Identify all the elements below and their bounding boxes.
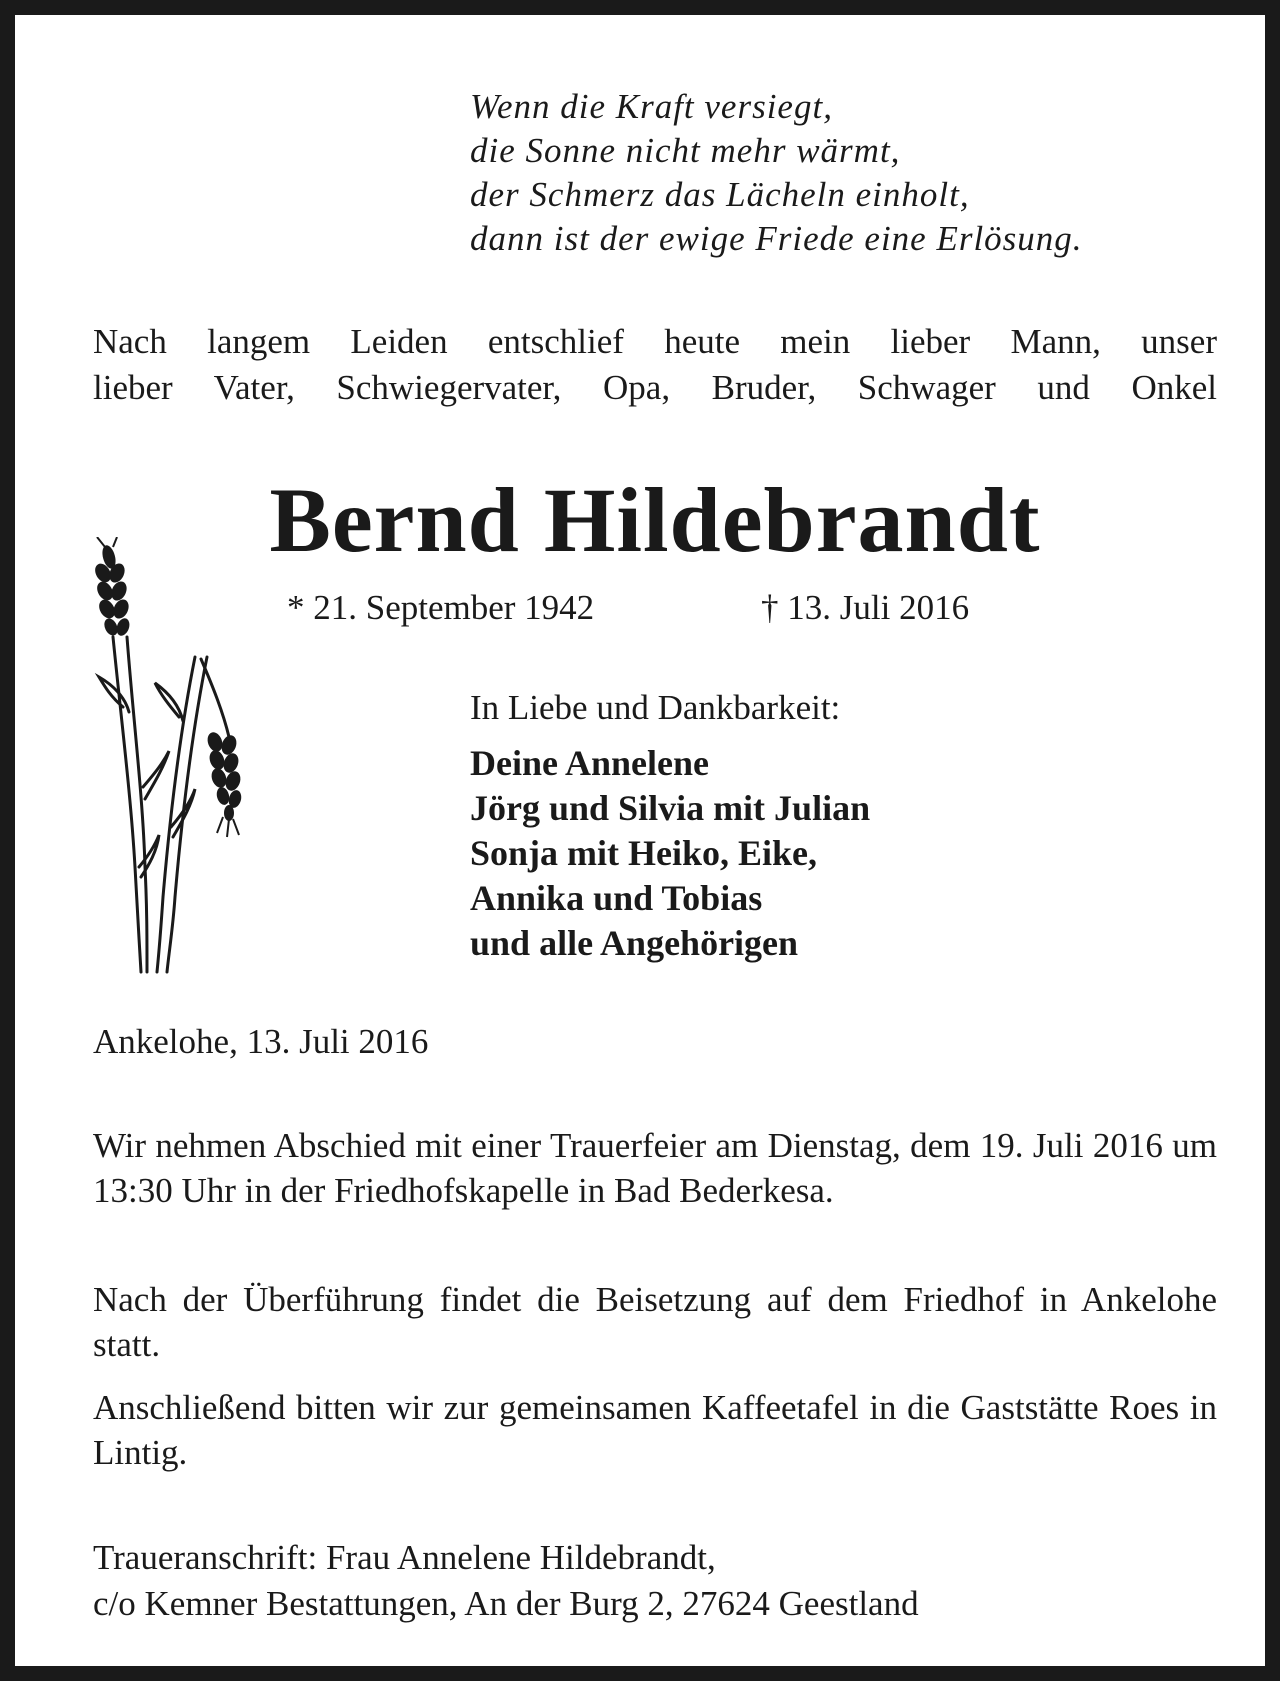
mourner-line: Jörg und Silvia mit Julian [470, 788, 871, 828]
mourners-list [470, 741, 870, 966]
address-line: Traueranschrift: Frau Annelene Hildebrandt, [93, 1538, 716, 1577]
mourning-address [93, 1535, 919, 1627]
reception-paragraph: Anschließend bitten wir zur gemeinsamen Kaffeetafel in die Gaststätte Roes in Lintig. [93, 1388, 1217, 1472]
mourner-line: Annika und Tobias [470, 878, 763, 918]
intro-line: lieber Vater, Schwiegervater, Opa, Bruder, Schwager und Onkel [93, 368, 1217, 407]
intro-line: Nach langem Leiden entschlief heute mein lieber Mann, unser [93, 322, 1217, 361]
birth-date: * 21. September 1942 [287, 588, 595, 627]
deceased-name: Bernd Hildebrandt [269, 469, 1041, 571]
poem-line: die Sonne nicht mehr wärmt, [470, 131, 901, 170]
poem-line: dann ist der ewige Friede eine Erlösung. [470, 219, 1083, 258]
wheat-ears-icon [83, 537, 263, 977]
intro-text [93, 319, 1217, 411]
mourner-line: und alle Angehörigen [470, 923, 799, 963]
poem-line: der Schmerz das Lächeln einholt, [470, 175, 970, 214]
mourner-line: Sonja mit Heiko, Eike, [470, 833, 818, 873]
place-date: Ankelohe, 13. Juli 2016 [93, 1022, 429, 1061]
burial-paragraph: Nach der Überführung findet die Beisetzung auf dem Friedhof in Ankelohe statt. [93, 1280, 1217, 1364]
ceremony-paragraph: Wir nehmen Abschied mit einer Trauerfeier am Dienstag, dem 19. Juli 2016 um 13:30 Uhr in der Friedhofskapelle in Bad Bederkesa. [93, 1126, 1217, 1210]
poem-line: Wenn die Kraft versiegt, [470, 87, 833, 126]
poem [470, 85, 1083, 261]
thanks-intro: In Liebe und Dankbarkeit: [470, 688, 841, 727]
death-date: † 13. Juli 2016 [761, 588, 970, 627]
mourner-line: Deine Annelene [470, 743, 709, 783]
address-line: c/o Kemner Bestattungen, An der Burg 2, 27624 Geestland [93, 1584, 919, 1623]
